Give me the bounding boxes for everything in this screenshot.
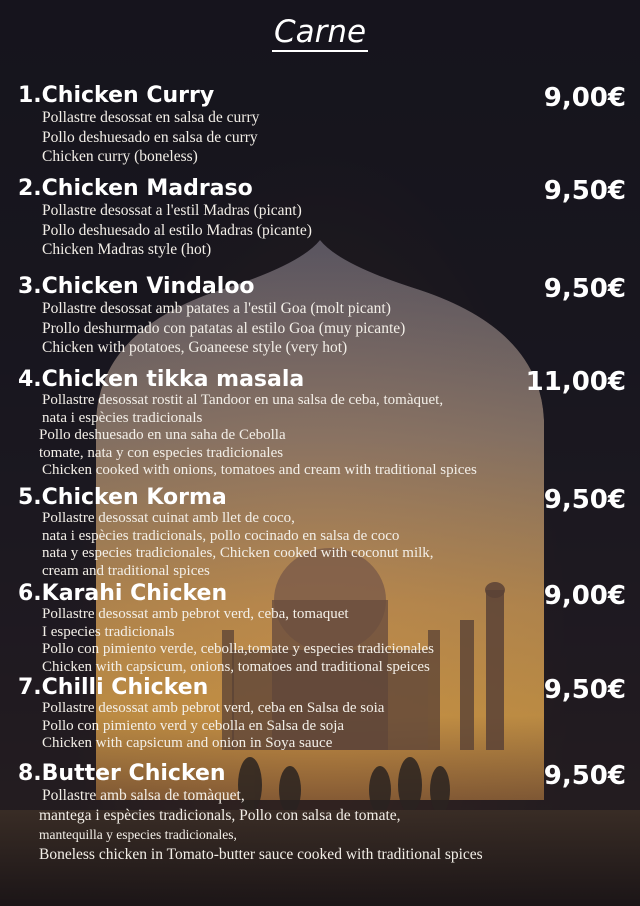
menu-item-name: 8.Butter Chicken	[18, 761, 226, 786]
menu-item-price: 9,50€	[543, 675, 626, 705]
menu-item-description: Chicken cooked with onions, tomatoes and cream with traditional spices	[42, 462, 477, 478]
menu-item	[18, 368, 630, 480]
menu-item-price: 9,50€	[543, 485, 626, 515]
menu-item-description: Prollo deshurmado con patatas al estilo Goa (muy picante)	[42, 319, 406, 337]
section-title: Carne	[273, 14, 367, 50]
menu-item	[18, 762, 630, 864]
menu-item-name: 5.Chicken Korma	[18, 485, 227, 510]
menu-item-description: Pollastre desossat en salsa de curry	[42, 109, 260, 126]
menu-item-description: mantega i espècies tradicionals, Pollo con salsa de tomate,	[39, 806, 401, 824]
menu-item-description: cream and traditional spices	[42, 562, 210, 579]
menu-item-description: mantequilla y especies tradicionales,	[39, 827, 237, 842]
menu-item-description: tomate, nata y con especies tradicionales	[39, 444, 284, 461]
menu-item-description: Pollastre desossat a l'estil Madras (picant)	[42, 202, 302, 219]
menu-item-description: Chicken with potatoes, Goaneese style (very hot)	[42, 339, 348, 356]
menu-item-description: Pollastre desossat cuinat amb llet de coco,	[42, 510, 295, 526]
menu-item-description: Chicken with capsicum, onions, tomatoes and traditional speices	[42, 658, 430, 675]
menu-item-description: Boneless chicken in Tomato-butter sauce cooked with traditional spices	[39, 845, 483, 863]
menu-item-description: nata i espècies tradicionals, pollo cocinado en salsa de coco	[42, 527, 400, 544]
menu-item	[18, 582, 630, 676]
menu-item-description: Pollastre desossat amb pebrot verd, ceba, tomaquet	[42, 606, 349, 622]
menu-item	[18, 84, 630, 167]
menu-item-price: 9,50€	[543, 761, 626, 791]
menu-item-description: Pollastre desossat amb pebrot verd, ceba en Salsa de soia	[42, 700, 385, 716]
menu-item-description: I especies tradicionals	[42, 623, 175, 640]
menu-item	[18, 177, 630, 260]
menu-item-description: Pollo con pimiento verde, cebolla,tomate y especies tradicionales	[42, 641, 434, 657]
menu-item-name: 3.Chicken Vindaloo	[18, 274, 255, 299]
menu-item-price: 9,00€	[543, 581, 626, 611]
menu-item-description: Pollo deshuesado en una saha de Cebolla	[39, 427, 286, 443]
menu-item-description: Pollastre desossat amb patates a l'estil Goa (molt picant)	[42, 300, 391, 317]
menu-item-description: Pollastre amb salsa de tomàquet,	[42, 787, 245, 804]
menu-item	[18, 486, 630, 580]
menu-item-description: Chicken Madras style (hot)	[42, 241, 212, 258]
menu-item-name: 2.Chicken Madraso	[18, 176, 253, 201]
menu-item-name: 4.Chicken tikka masala	[18, 367, 305, 392]
menu-item-description: Pollo deshuesado en salsa de curry	[42, 128, 258, 146]
menu-item-description: Pollo con pimiento verd y cebolla en Salsa de soja	[42, 717, 345, 734]
menu-item	[18, 275, 630, 358]
menu-item-description: Chicken with capsicum and onion in Soya sauce	[42, 735, 333, 751]
menu-item-price: 11,00€	[525, 367, 626, 397]
menu-item-description: Chicken curry (boneless)	[42, 148, 198, 165]
menu-item	[18, 676, 630, 753]
menu-item-description: nata i espècies tradicionals	[42, 409, 203, 426]
menu-item-description: Pollo deshuesado al estilo Madras (picante)	[42, 221, 312, 239]
menu-item-description: nata y especies tradicionales, Chicken cooked with coconut milk,	[42, 545, 434, 561]
menu-item-name: 6.Karahi Chicken	[18, 581, 228, 606]
menu-item-name: 7.Chilli Chicken	[18, 675, 209, 700]
menu-item-price: 9,00€	[543, 83, 626, 113]
menu-item-description: Pollastre desossat rostit al Tandoor en una salsa de ceba, tomàquet,	[42, 392, 444, 408]
menu-item-price: 9,50€	[543, 176, 626, 206]
menu-item-price: 9,50€	[543, 274, 626, 304]
menu-item-name: 1.Chicken Curry	[18, 83, 215, 108]
